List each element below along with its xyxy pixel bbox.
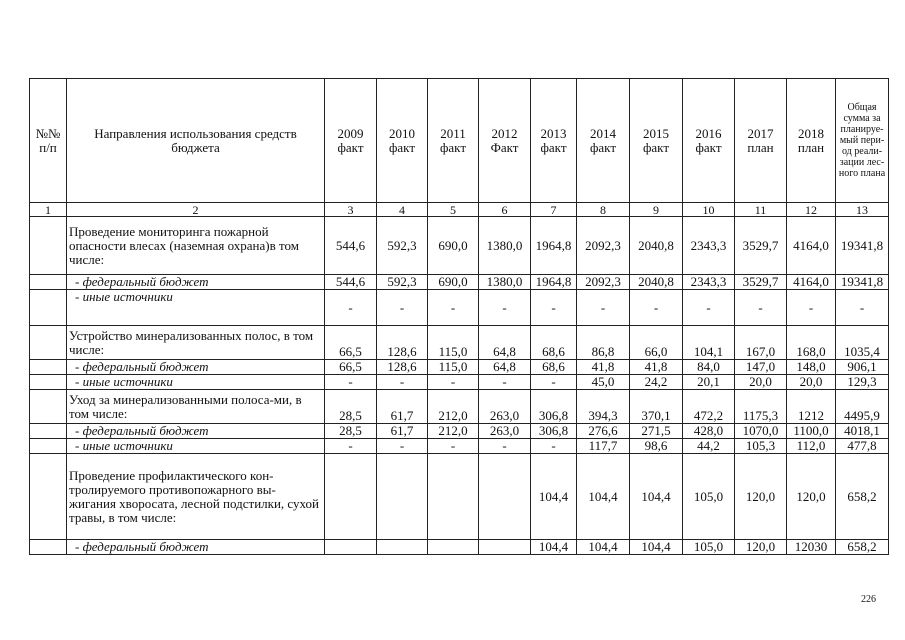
value-cell: 592,3: [377, 217, 428, 275]
header-year-2016: 2016 факт: [683, 79, 735, 203]
value-cell: -: [428, 439, 479, 454]
value-cell: -: [787, 290, 836, 326]
value-cell: 104,4: [630, 540, 683, 555]
value-cell: 1380,0: [479, 275, 531, 290]
value-cell: [479, 454, 531, 540]
value-cell: 128,6: [377, 360, 428, 375]
value-cell: [377, 454, 428, 540]
value-cell: 104,4: [630, 454, 683, 540]
value-cell: 658,2: [836, 454, 889, 540]
page-number: 226: [861, 594, 876, 605]
value-cell: 1380,0: [479, 217, 531, 275]
header-num: №№ п/п: [30, 79, 67, 203]
header-year-2014: 2014 факт: [577, 79, 630, 203]
row-name: Проведение мониторинга пожарной опасности влесах (наземная охрана)в том числе:: [67, 217, 325, 275]
value-cell: 2040,8: [630, 275, 683, 290]
value-cell: [428, 540, 479, 555]
value-cell: 168,0: [787, 326, 836, 360]
value-cell: 4164,0: [787, 275, 836, 290]
value-cell: -: [428, 375, 479, 390]
value-cell: 105,0: [683, 540, 735, 555]
value-cell: -: [683, 290, 735, 326]
value-cell: 128,6: [377, 326, 428, 360]
value-cell: 104,4: [531, 454, 577, 540]
header-direction: Направления использования средств бюджета: [67, 79, 325, 203]
row-name: - федеральный бюджет: [67, 424, 325, 439]
value-cell: 20,0: [735, 375, 787, 390]
value-cell: 690,0: [428, 217, 479, 275]
value-cell: 98,6: [630, 439, 683, 454]
value-cell: 1964,8: [531, 217, 577, 275]
value-cell: 271,5: [630, 424, 683, 439]
value-cell: 64,8: [479, 360, 531, 375]
table-subrow: [30, 424, 889, 439]
col-number: 11: [735, 203, 787, 217]
value-cell: -: [377, 439, 428, 454]
value-cell: 1964,8: [531, 275, 577, 290]
value-cell: -: [377, 375, 428, 390]
value-cell: -: [531, 290, 577, 326]
value-cell: [428, 454, 479, 540]
value-cell: 306,8: [531, 390, 577, 424]
row-name: - иные источники: [67, 375, 325, 390]
value-cell: 2343,3: [683, 217, 735, 275]
value-cell: 104,1: [683, 326, 735, 360]
row-name: Устройство минерализованных полос, в том числе:: [67, 326, 325, 360]
header-year-2012: 2012 Факт: [479, 79, 531, 203]
table-subrow: [30, 360, 889, 375]
value-cell: -: [325, 439, 377, 454]
value-cell: [377, 540, 428, 555]
row-number-cell: [30, 360, 67, 375]
table-row: [30, 390, 889, 424]
value-cell: -: [479, 375, 531, 390]
header-year-2009: 2009 факт: [325, 79, 377, 203]
value-cell: 4495,9: [836, 390, 889, 424]
header-year-2010: 2010 факт: [377, 79, 428, 203]
value-cell: 84,0: [683, 360, 735, 375]
value-cell: 45,0: [577, 375, 630, 390]
row-name: - иные источники: [67, 439, 325, 454]
table-body: [30, 203, 889, 555]
value-cell: 477,8: [836, 439, 889, 454]
row-number-cell: [30, 275, 67, 290]
value-cell: 41,8: [577, 360, 630, 375]
value-cell: 28,5: [325, 390, 377, 424]
value-cell: 115,0: [428, 360, 479, 375]
value-cell: 690,0: [428, 275, 479, 290]
value-cell: 66,0: [630, 326, 683, 360]
row-number-cell: [30, 390, 67, 424]
header-year-2018: 2018 план: [787, 79, 836, 203]
value-cell: 120,0: [735, 540, 787, 555]
value-cell: 1035,4: [836, 326, 889, 360]
value-cell: 86,8: [577, 326, 630, 360]
row-name: - федеральный бюджет: [67, 540, 325, 555]
col-number: 1: [30, 203, 67, 217]
value-cell: 68,6: [531, 326, 577, 360]
value-cell: [325, 454, 377, 540]
table-subrow: [30, 290, 889, 326]
value-cell: -: [479, 290, 531, 326]
col-number: 10: [683, 203, 735, 217]
row-number-cell: [30, 217, 67, 275]
value-cell: 906,1: [836, 360, 889, 375]
value-cell: 129,3: [836, 375, 889, 390]
table-row: [30, 217, 889, 275]
value-cell: [325, 540, 377, 555]
value-cell: -: [479, 439, 531, 454]
value-cell: 544,6: [325, 275, 377, 290]
value-cell: 4018,1: [836, 424, 889, 439]
value-cell: 28,5: [325, 424, 377, 439]
row-number-cell: [30, 540, 67, 555]
value-cell: -: [577, 290, 630, 326]
row-number-cell: [30, 326, 67, 360]
value-cell: 370,1: [630, 390, 683, 424]
value-cell: 1212: [787, 390, 836, 424]
value-cell: 115,0: [428, 326, 479, 360]
header-year-2011: 2011 факт: [428, 79, 479, 203]
row-name: - федеральный бюджет: [67, 275, 325, 290]
header-year-2017: 2017 план: [735, 79, 787, 203]
table-subrow: [30, 375, 889, 390]
value-cell: 61,7: [377, 424, 428, 439]
row-number-cell: [30, 290, 67, 326]
value-cell: 212,0: [428, 390, 479, 424]
row-name: Уход за минерализованными полоса-ми, в том числе:: [67, 390, 325, 424]
col-number: 12: [787, 203, 836, 217]
value-cell: -: [836, 290, 889, 326]
value-cell: 394,3: [577, 390, 630, 424]
value-cell: -: [630, 290, 683, 326]
value-cell: -: [377, 290, 428, 326]
col-number: 4: [377, 203, 428, 217]
row-name: - иные источники: [67, 290, 325, 326]
value-cell: -: [428, 290, 479, 326]
value-cell: 3529,7: [735, 217, 787, 275]
value-cell: 19341,8: [836, 217, 889, 275]
value-cell: 276,6: [577, 424, 630, 439]
value-cell: 24,2: [630, 375, 683, 390]
column-numbers-row: [30, 203, 889, 217]
value-cell: -: [531, 375, 577, 390]
row-number-cell: [30, 439, 67, 454]
value-cell: 66,5: [325, 360, 377, 375]
table-subrow: [30, 439, 889, 454]
table-subrow: [30, 540, 889, 555]
col-number: 8: [577, 203, 630, 217]
header-total: Общая сумма за планируе-мый пери-од реали-зации лес-ного плана: [836, 79, 889, 203]
row-number-cell: [30, 375, 67, 390]
value-cell: 19341,8: [836, 275, 889, 290]
value-cell: 4164,0: [787, 217, 836, 275]
value-cell: 20,1: [683, 375, 735, 390]
value-cell: 66,5: [325, 326, 377, 360]
table-row: [30, 454, 889, 540]
value-cell: 544,6: [325, 217, 377, 275]
value-cell: 263,0: [479, 390, 531, 424]
value-cell: 104,4: [577, 454, 630, 540]
value-cell: 147,0: [735, 360, 787, 375]
value-cell: 263,0: [479, 424, 531, 439]
header-row: [30, 79, 889, 203]
value-cell: 105,0: [683, 454, 735, 540]
header-year-2015: 2015 факт: [630, 79, 683, 203]
value-cell: 167,0: [735, 326, 787, 360]
value-cell: 1070,0: [735, 424, 787, 439]
row-name: Проведение профилактического кон-тролируемого противопожарного вы-жигания хворосата, лесной подстилки, сухой травы, в том числе:: [67, 454, 325, 540]
row-number-cell: [30, 424, 67, 439]
value-cell: 212,0: [428, 424, 479, 439]
value-cell: 61,7: [377, 390, 428, 424]
value-cell: 2092,3: [577, 275, 630, 290]
value-cell: [479, 540, 531, 555]
value-cell: 592,3: [377, 275, 428, 290]
value-cell: 12030: [787, 540, 836, 555]
col-number: 13: [836, 203, 889, 217]
value-cell: 105,3: [735, 439, 787, 454]
value-cell: 2343,3: [683, 275, 735, 290]
row-number-cell: [30, 454, 67, 540]
value-cell: 117,7: [577, 439, 630, 454]
value-cell: 68,6: [531, 360, 577, 375]
value-cell: -: [325, 375, 377, 390]
value-cell: 148,0: [787, 360, 836, 375]
value-cell: 112,0: [787, 439, 836, 454]
col-number: 3: [325, 203, 377, 217]
value-cell: 472,2: [683, 390, 735, 424]
col-number: 9: [630, 203, 683, 217]
col-number: 5: [428, 203, 479, 217]
value-cell: 41,8: [630, 360, 683, 375]
row-name: - федеральный бюджет: [67, 360, 325, 375]
header-year-2013: 2013 факт: [531, 79, 577, 203]
value-cell: 2092,3: [577, 217, 630, 275]
value-cell: 104,4: [577, 540, 630, 555]
value-cell: 20,0: [787, 375, 836, 390]
value-cell: -: [735, 290, 787, 326]
value-cell: 306,8: [531, 424, 577, 439]
col-number: 6: [479, 203, 531, 217]
col-number: 2: [67, 203, 325, 217]
value-cell: 3529,7: [735, 275, 787, 290]
value-cell: 1100,0: [787, 424, 836, 439]
value-cell: 428,0: [683, 424, 735, 439]
value-cell: 120,0: [787, 454, 836, 540]
value-cell: 44,2: [683, 439, 735, 454]
col-number: 7: [531, 203, 577, 217]
value-cell: 2040,8: [630, 217, 683, 275]
budget-table: [29, 78, 889, 555]
value-cell: 64,8: [479, 326, 531, 360]
value-cell: -: [325, 290, 377, 326]
value-cell: 120,0: [735, 454, 787, 540]
value-cell: 658,2: [836, 540, 889, 555]
value-cell: 1175,3: [735, 390, 787, 424]
value-cell: 104,4: [531, 540, 577, 555]
table-subrow: [30, 275, 889, 290]
value-cell: -: [531, 439, 577, 454]
table-row: [30, 326, 889, 360]
